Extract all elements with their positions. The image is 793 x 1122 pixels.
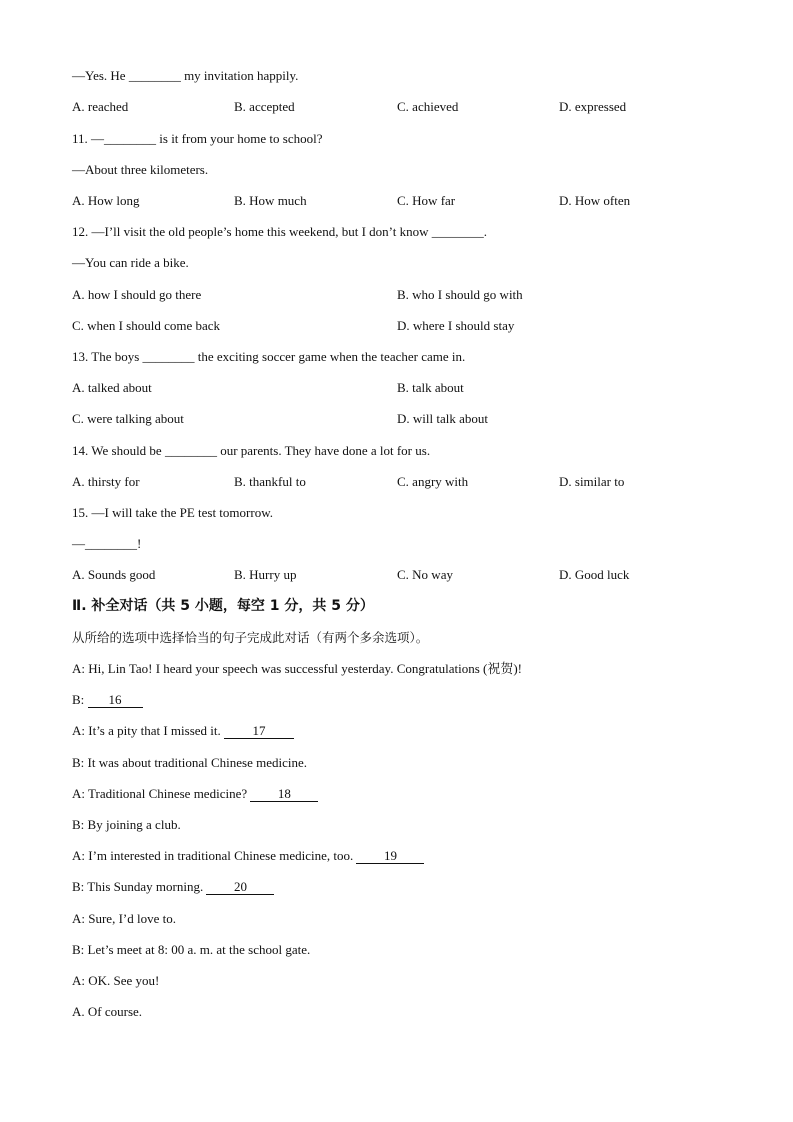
q14-option-d: D. similar to [559, 474, 625, 489]
dialogue-line-10: B: Let’s meet at 8: 00 a. m. at the school gate. [72, 942, 311, 957]
dialogue-line-8 [72, 879, 274, 895]
dialogue-text: A: Traditional Chinese medicine? [72, 786, 251, 801]
q12-option-a: A. how I should go there [72, 287, 202, 302]
q13-option-a: A. talked about [72, 380, 152, 395]
dialogue-line-4: B: It was about traditional Chinese medicine. [72, 755, 308, 770]
q13-option-d: D. will talk about [397, 411, 488, 426]
q13-option-c: C. were talking about [72, 411, 184, 426]
q11-option-a: A. How long [72, 193, 140, 208]
q12-option-c: C. when I should come back [72, 318, 221, 333]
q13-option-b: B. talk about [397, 380, 464, 395]
q15-reply: —________! [72, 536, 142, 551]
q11-option-d: D. How often [559, 193, 631, 208]
q15-option-b: B. Hurry up [234, 567, 297, 582]
q10-option-b: B. accepted [234, 99, 295, 114]
choice-a: A. Of course. [72, 1004, 143, 1019]
q12-option-d: D. where I should stay [397, 318, 515, 333]
dialogue-text: A: It’s a pity that I missed it. [72, 723, 225, 738]
dialogue-line-3 [72, 723, 294, 739]
dialogue-line-7 [72, 848, 424, 864]
q14-option-c: C. angry with [397, 474, 469, 489]
q12-option-b: B. who I should go with [397, 287, 523, 302]
q10-option-a: A. reached [72, 99, 129, 114]
q14-stem: 14. We should be ________ our parents. They have done a lot for us. [72, 443, 431, 458]
q13-stem: 13. The boys ________ the exciting soccer game when the teacher came in. [72, 349, 466, 364]
dialogue-speaker-b: B: [72, 692, 88, 707]
dialogue-line-1: A: Hi, Lin Tao! I heard your speech was successful yesterday. Congratulations (祝贺)! [72, 661, 522, 676]
dialogue-line-5 [72, 786, 318, 802]
q14-option-b: B. thankful to [234, 474, 306, 489]
q11-option-b: B. How much [234, 193, 307, 208]
dialogue-text: B: This Sunday morning. [72, 879, 207, 894]
dialogue-line-9: A: Sure, I’d love to. [72, 911, 176, 926]
q10-answer-line: —Yes. He ________ my invitation happily. [72, 68, 299, 83]
dialogue-line-6: B: By joining a club. [72, 817, 181, 832]
q15-stem: 15. —I will take the PE test tomorrow. [72, 505, 273, 520]
blank-17[interactable]: 17 [224, 724, 294, 739]
q11-option-c: C. How far [397, 193, 456, 208]
section-2-instruction: 从所给的选项中选择恰当的句子完成此对话（有两个多余选项）。 [72, 630, 429, 645]
dialogue-line-2 [72, 692, 143, 708]
dialogue-line-11: A: OK. See you! [72, 973, 160, 988]
dialogue-text: A: I’m interested in traditional Chinese medicine, too. [72, 848, 357, 863]
q14-option-a: A. thirsty for [72, 474, 140, 489]
q11-stem: 11. —________ is it from your home to school? [72, 131, 323, 146]
q11-reply: —About three kilometers. [72, 162, 209, 177]
blank-16[interactable]: 16 [88, 693, 143, 708]
blank-19[interactable]: 19 [356, 849, 424, 864]
q15-option-d: D. Good luck [559, 567, 630, 582]
q10-option-d: D. expressed [559, 99, 627, 114]
blank-18[interactable]: 18 [250, 787, 318, 802]
q15-option-c: C. No way [397, 567, 453, 582]
q15-option-a: A. Sounds good [72, 567, 156, 582]
section-2-title: Ⅱ. 补全对话（共 5 小题，每空 1 分，共 5 分） [72, 598, 374, 614]
q10-option-c: C. achieved [397, 99, 459, 114]
q12-reply: —You can ride a bike. [72, 255, 189, 270]
blank-20[interactable]: 20 [206, 880, 274, 895]
q12-stem: 12. —I’ll visit the old people’s home this weekend, but I don’t know ________. [72, 224, 487, 239]
